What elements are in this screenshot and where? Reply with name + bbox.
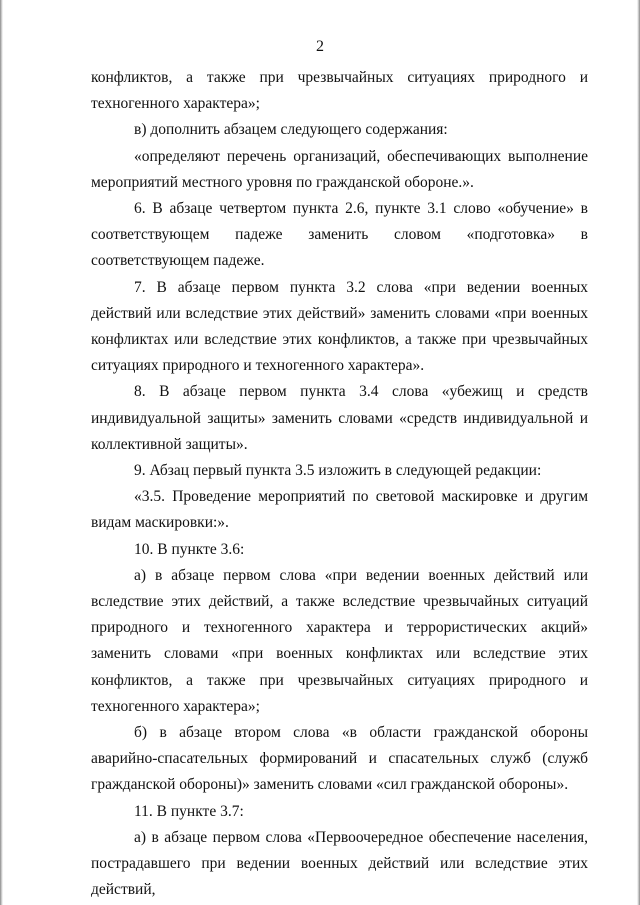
paragraph: в) дополнить абзацем следующего содержания: bbox=[134, 121, 448, 139]
paragraph: 9. Абзац первый пункта 3.5 изложить в следующей редакции: bbox=[134, 462, 542, 480]
paragraph: б) в абзаце втором слова «в области гражданской обороны аварийно-спасательных формирований и спасательных служб (служб гражданской обороны)» заменить словами «сил гражданской обороны». bbox=[91, 724, 588, 794]
paragraph: а) в абзаце первом слова «при ведении военных действий или вследствие этих действий, а также вследствие чрезвычайных ситуаций природного и техногенного характера и террористических акций» заменить словами «при военных конфликтах или вследствие этих конфликтов, а также при чрезвычайных ситуациях природного и техногенного характера»; bbox=[91, 566, 588, 715]
paragraph: а) в абзаце первом слова «Первоочередное обеспечение населения, пострадавшего при ведении военных действий или вследствие этих действий, bbox=[91, 828, 588, 899]
document-body bbox=[91, 65, 588, 904]
scan-edge-left bbox=[0, 0, 3, 905]
paragraph: 6. В абзаце четвертом пункта 2.6, пункте 3.1 слово «обучение» в соответствующем падеже заменить словом «подготовка» в соответствующем падеже. bbox=[91, 200, 588, 270]
paragraph: 10. В пункте 3.6: bbox=[134, 540, 245, 558]
paragraph: 8. В абзаце первом пункта 3.4 слова «убежищ и средств индивидуальной защиты» заменить словами «средств индивидуальной и коллективной защиты». bbox=[91, 383, 588, 453]
paragraph: 7. В абзаце первом пункта 3.2 слова «при ведении военных действий или вследствие этих действий» заменить словами «при военных конфликтах или вследствие этих конфликтов, а также при чрезвычайных ситуациях природного и техногенного характера». bbox=[91, 278, 588, 375]
paragraph: «3.5. Проведение мероприятий по световой маскировке и другим видам маскировки:». bbox=[91, 488, 588, 532]
paragraph: «определяют перечень организаций, обеспечивающих выполнение мероприятий местного уровня по гражданской обороне.». bbox=[91, 147, 588, 191]
paragraph: 11. В пункте 3.7: bbox=[134, 802, 244, 820]
page-number: 2 bbox=[316, 38, 324, 55]
paragraph: конфликтов, а также при чрезвычайных ситуациях природного и техногенного характера»; bbox=[91, 69, 588, 113]
